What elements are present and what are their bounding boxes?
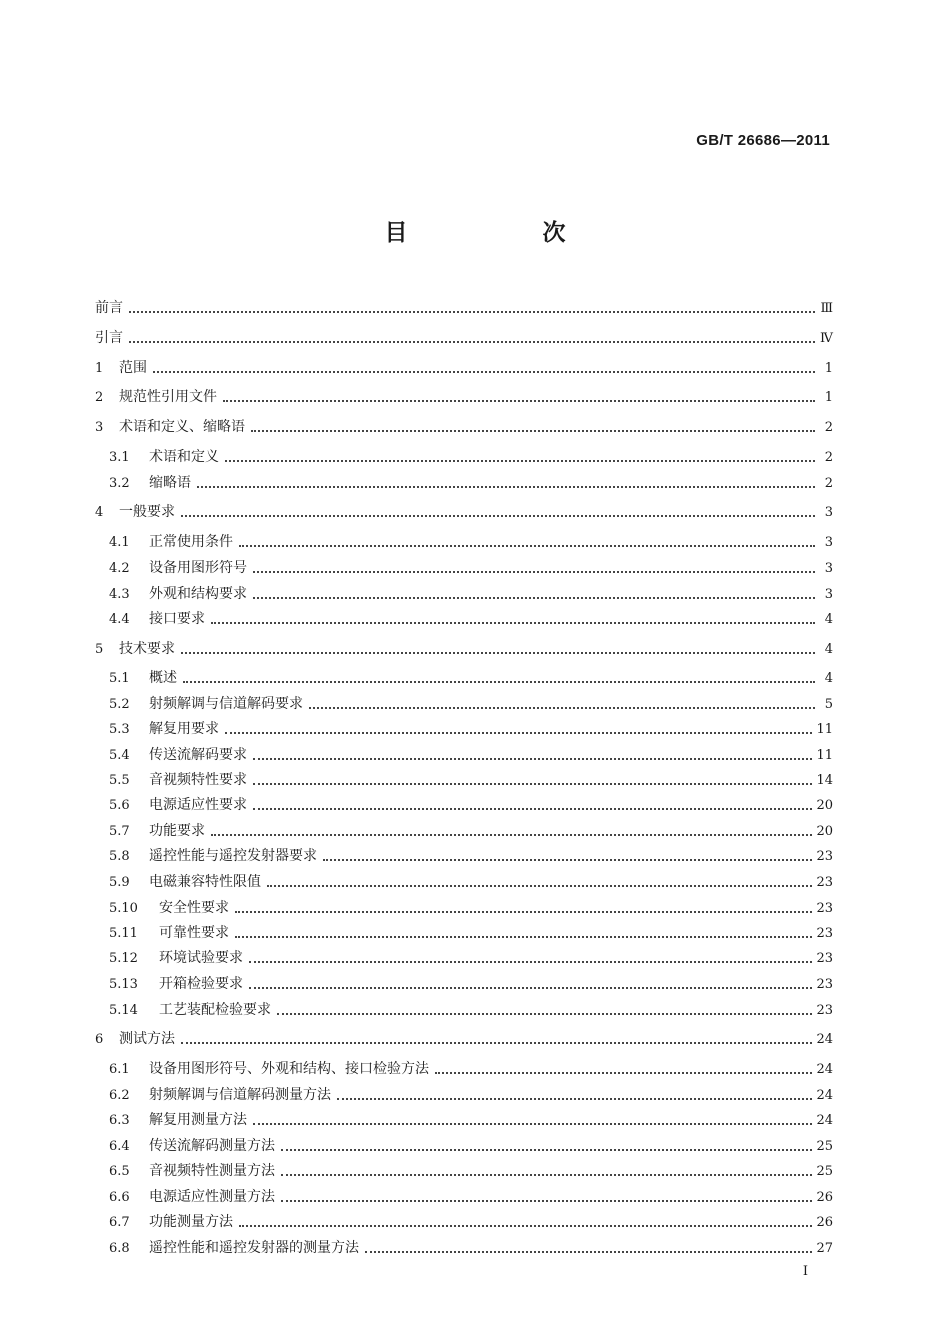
toc-entry-label: 引言: [95, 330, 123, 346]
toc-entry[interactable]: [109, 1187, 833, 1208]
toc-entry-page: 3: [824, 561, 833, 576]
toc-entry-label: 遥控性能与遥控发射器要求: [149, 848, 317, 864]
toc-entry-page: 23: [816, 901, 833, 916]
toc-entry-page: 23: [816, 1003, 833, 1018]
toc-entry[interactable]: [109, 558, 833, 579]
toc-entry-number: 6.7: [109, 1215, 130, 1230]
toc-entry-label: 环境试验要求: [159, 950, 243, 966]
toc-dot-leader: [281, 1199, 812, 1202]
toc-entry-number: 5.5: [109, 773, 130, 788]
toc-entry-label: 工艺装配检验要求: [159, 1002, 271, 1018]
toc-entry-number: 6.8: [109, 1241, 130, 1256]
toc-entry-label: 范围: [119, 360, 147, 376]
toc-entry[interactable]: [109, 1161, 833, 1182]
toc-entry-page: 4: [824, 671, 833, 686]
toc-entry-page: 3: [824, 535, 833, 550]
toc-entry-page: 2: [824, 420, 833, 435]
toc-entry[interactable]: [95, 417, 833, 438]
toc-entry-label: 术语和定义: [149, 449, 219, 465]
toc-entry[interactable]: [109, 447, 833, 468]
toc-entry-page: 24: [816, 1088, 833, 1103]
toc-entry-label: 测试方法: [119, 1031, 175, 1047]
toc-dot-leader: [309, 706, 815, 709]
toc-dot-leader: [211, 833, 812, 836]
toc-entry-number: 4: [95, 505, 104, 520]
toc-entry[interactable]: [109, 1212, 833, 1233]
toc-entry-number: 6.6: [109, 1190, 130, 1205]
toc-entry-label: 解复用要求: [149, 721, 219, 737]
toc-entry-page: 4: [824, 612, 833, 627]
toc-dot-leader: [253, 782, 812, 785]
toc-dot-leader: [235, 910, 812, 913]
toc-entry[interactable]: [109, 584, 833, 605]
toc-entry[interactable]: [109, 1059, 833, 1080]
toc-entry-label: 电源适应性测量方法: [149, 1189, 275, 1205]
toc-entry[interactable]: [109, 770, 833, 791]
toc-entry-page: 26: [816, 1215, 833, 1230]
toc-entry-label: 一般要求: [119, 504, 175, 520]
toc-entry-number: 5.12: [109, 951, 138, 966]
toc-dot-leader: [365, 1250, 812, 1253]
toc-entry-number: 4.2: [109, 561, 130, 576]
toc-dot-leader: [337, 1097, 812, 1100]
toc-entry-page: 23: [816, 926, 833, 941]
toc-entry-page: Ⅳ: [820, 331, 833, 346]
toc-entry-page: 11: [816, 722, 833, 737]
toc-entry-page: 23: [816, 875, 833, 890]
toc-entry-page: 3: [824, 587, 833, 602]
toc-entry-label: 缩略语: [149, 475, 191, 491]
toc-entry-label: 规范性引用文件: [119, 389, 217, 405]
toc-entry-label: 开箱检验要求: [159, 976, 243, 992]
toc-dot-leader: [211, 621, 815, 624]
toc-entry-page: 27: [816, 1241, 833, 1256]
toc-entry-label: 正常使用条件: [149, 534, 233, 550]
toc-entry-number: 6.3: [109, 1113, 130, 1128]
toc-entry[interactable]: [109, 694, 833, 715]
toc-entry-label: 音视频特性要求: [149, 772, 247, 788]
toc-entry[interactable]: [109, 532, 833, 553]
toc-entry-page: 20: [816, 798, 833, 813]
toc-entry-label: 电源适应性要求: [149, 797, 247, 813]
toc-entry-label: 设备用图形符号、外观和结构、接口检验方法: [149, 1061, 429, 1077]
toc-entry-page: 2: [824, 476, 833, 491]
toc-entry-label: 外观和结构要求: [149, 586, 247, 602]
toc-entry-number: 6: [95, 1032, 104, 1047]
toc-entry-page: 23: [816, 849, 833, 864]
toc-dot-leader: [235, 935, 812, 938]
toc-entry-page: 1: [824, 361, 833, 376]
toc-entry[interactable]: [109, 974, 833, 995]
toc-entry[interactable]: [95, 1029, 833, 1050]
toc-entry-number: 5.10: [109, 901, 138, 916]
toc-entry-label: 解复用测量方法: [149, 1112, 247, 1128]
toc-entry[interactable]: [109, 1000, 833, 1021]
toc-title: 目 次: [384, 220, 622, 246]
toc-entry[interactable]: [109, 1238, 833, 1259]
toc-dot-leader: [181, 1041, 812, 1044]
toc-entry-page: 23: [816, 951, 833, 966]
toc-entry-number: 5.3: [109, 722, 130, 737]
toc-entry-label: 技术要求: [119, 641, 175, 657]
toc-entry[interactable]: [95, 502, 833, 523]
toc-dot-leader: [249, 960, 812, 963]
toc-entry[interactable]: [109, 1110, 833, 1131]
toc-dot-leader: [253, 757, 812, 760]
toc-entry[interactable]: [109, 719, 833, 740]
toc-dot-leader: [253, 807, 812, 810]
toc-dot-leader: [183, 680, 815, 683]
toc-dot-leader: [267, 884, 812, 887]
toc-entry-label: 功能测量方法: [149, 1214, 233, 1230]
toc-dot-leader: [129, 310, 815, 313]
toc-entry-number: 5.4: [109, 748, 130, 763]
toc-entry-label: 概述: [149, 670, 177, 686]
toc-entry-number: 3: [95, 420, 104, 435]
toc-entry-page: 23: [816, 977, 833, 992]
toc-entry-number: 5.13: [109, 977, 138, 992]
toc-dot-leader: [281, 1148, 812, 1151]
toc-entry-number: 6.5: [109, 1164, 130, 1179]
toc-dot-leader: [239, 1224, 812, 1227]
toc-entry-label: 功能要求: [149, 823, 205, 839]
toc-entry-label: 遥控性能和遥控发射器的测量方法: [149, 1240, 359, 1256]
toc-dot-leader: [181, 514, 815, 517]
toc-entry-label: 电磁兼容特性限值: [149, 874, 261, 890]
toc-entry-number: 6.4: [109, 1139, 130, 1154]
toc-entry[interactable]: [95, 358, 833, 379]
toc-entry-label: 接口要求: [149, 611, 205, 627]
toc-entry[interactable]: [109, 609, 833, 630]
toc-entry[interactable]: [109, 872, 833, 893]
toc-entry-page: 20: [816, 824, 833, 839]
toc-dot-leader: [249, 986, 812, 989]
toc-entry-number: 5.7: [109, 824, 130, 839]
toc-entry-page: 2: [824, 450, 833, 465]
toc-dot-leader: [129, 340, 815, 343]
toc-entry-page: 24: [816, 1113, 833, 1128]
toc-entry-label: 术语和定义、缩略语: [119, 419, 245, 435]
toc-entry-number: 3.1: [109, 450, 130, 465]
toc-entry-label: 安全性要求: [159, 900, 229, 916]
toc-dot-leader: [223, 399, 815, 402]
toc-entry-page: 14: [816, 773, 833, 788]
toc-entry-page: 25: [816, 1139, 833, 1154]
toc-entry-number: 5.11: [109, 926, 138, 941]
toc-entry[interactable]: [109, 668, 833, 689]
toc-entry[interactable]: [95, 387, 833, 408]
toc-entry[interactable]: [109, 948, 833, 969]
toc-entry-number: 2: [95, 390, 104, 405]
toc-entry-label: 音视频特性测量方法: [149, 1163, 275, 1179]
toc-entry[interactable]: [95, 298, 833, 319]
toc-entry-number: 5.6: [109, 798, 130, 813]
toc-entry-number: 5: [95, 642, 104, 657]
toc-entry-number: 4.1: [109, 535, 130, 550]
toc-dot-leader: [225, 731, 812, 734]
standard-code: GB/T 26686—2011: [696, 132, 830, 149]
toc-dot-leader: [153, 370, 815, 373]
toc-entry-page: 1: [824, 390, 833, 405]
toc-entry-page: 25: [816, 1164, 833, 1179]
toc-entry-page: 11: [816, 748, 833, 763]
toc-entry-label: 前言: [95, 300, 123, 316]
toc-entry-page: 5: [824, 697, 833, 712]
toc-entry-page: 3: [824, 505, 833, 520]
toc-entry-page: Ⅲ: [820, 301, 833, 316]
toc-dot-leader: [239, 544, 815, 547]
toc-entry[interactable]: [109, 1085, 833, 1106]
toc-dot-leader: [225, 459, 815, 462]
toc-entry[interactable]: [109, 846, 833, 867]
toc-dot-leader: [323, 858, 812, 861]
toc-dot-leader: [281, 1173, 812, 1176]
toc-dot-leader: [181, 651, 815, 654]
toc-dot-leader: [253, 596, 815, 599]
toc-entry[interactable]: [109, 1136, 833, 1157]
page-number: Ⅰ: [802, 1264, 808, 1279]
toc-entry-page: 24: [816, 1062, 833, 1077]
toc-entry-label: 传送流解码测量方法: [149, 1138, 275, 1154]
toc-entry-number: 4.3: [109, 587, 130, 602]
toc-entry-number: 6.2: [109, 1088, 130, 1103]
toc-dot-leader: [277, 1012, 812, 1015]
toc-entry-label: 设备用图形符号: [149, 560, 247, 576]
toc-dot-leader: [253, 570, 815, 573]
toc-entry-number: 3.2: [109, 476, 130, 491]
toc-entry[interactable]: [109, 821, 833, 842]
toc-dot-leader: [197, 485, 815, 488]
toc-entry-number: 4.4: [109, 612, 130, 627]
toc-entry[interactable]: [109, 898, 833, 919]
toc-entry-label: 可靠性要求: [159, 925, 229, 941]
toc-entry-number: 6.1: [109, 1062, 130, 1077]
toc-entry-number: 5.8: [109, 849, 130, 864]
toc-entry-number: 5.9: [109, 875, 130, 890]
toc-entry-number: 5.1: [109, 671, 130, 686]
toc-entry-number: 5.14: [109, 1003, 138, 1018]
toc-entry-page: 24: [816, 1032, 833, 1047]
toc-entry-label: 射频解调与信道解码要求: [149, 696, 303, 712]
toc-entry-label: 传送流解码要求: [149, 747, 247, 763]
toc-entry[interactable]: [109, 473, 833, 494]
toc-entry-label: 射频解调与信道解码测量方法: [149, 1087, 331, 1103]
toc-entry[interactable]: [95, 328, 833, 349]
toc-entry[interactable]: [109, 745, 833, 766]
toc-dot-leader: [253, 1122, 812, 1125]
toc-dot-leader: [435, 1071, 812, 1074]
toc-entry-number: 1: [95, 361, 104, 376]
toc-entry[interactable]: [95, 639, 833, 660]
toc-entry-number: 5.2: [109, 697, 130, 712]
toc-entry[interactable]: [109, 923, 833, 944]
toc-entry-page: 26: [816, 1190, 833, 1205]
toc-dot-leader: [251, 429, 815, 432]
toc-entry[interactable]: [109, 795, 833, 816]
toc-entry-page: 4: [824, 642, 833, 657]
